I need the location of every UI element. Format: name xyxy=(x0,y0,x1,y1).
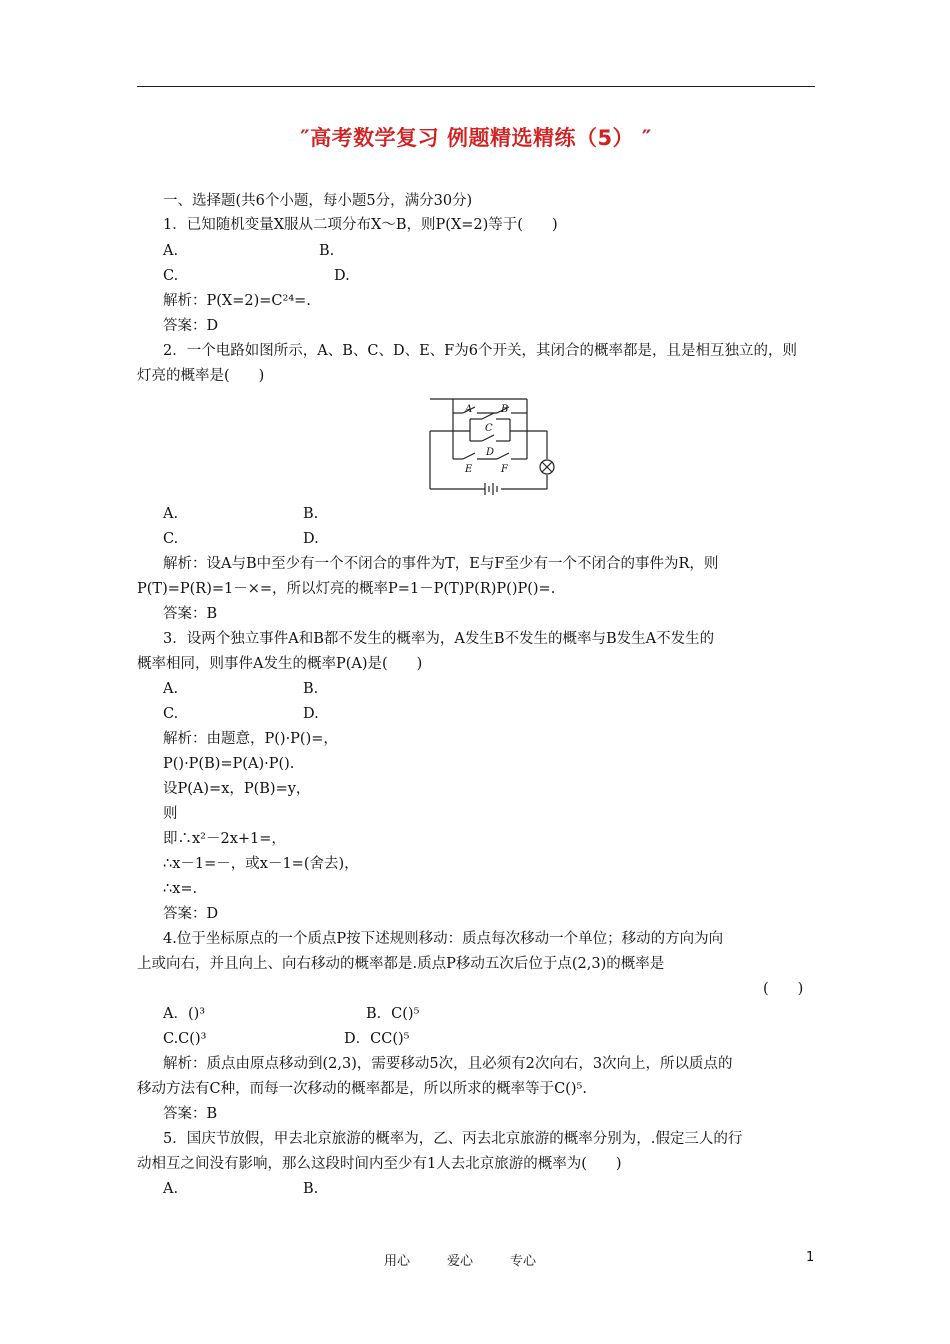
q2-option-d: D. xyxy=(303,531,319,547)
q5-stem-line1: 5．国庆节放假，甲去北京旅游的概率为，乙、丙去北京旅游的概率分别为，.假定三人的行 xyxy=(163,1131,743,1147)
q4-analysis-line1: 解析：质点由原点移动到(2,3)，需要移动5次，且必须有2次向右，3次向上，所以质点的 xyxy=(163,1056,733,1072)
q3-stem-line2: 概率相同，则事件A发生的概率P(A)是( ) xyxy=(137,656,423,672)
q4-option-a: A．()³ xyxy=(163,1006,206,1022)
q3-option-d: D. xyxy=(303,706,319,722)
q1-option-b: B. xyxy=(319,243,335,259)
q2-option-c: C. xyxy=(163,531,179,547)
q2-stem-line2: 灯亮的概率是( ) xyxy=(137,368,265,384)
q4-answer-paren: ( ) xyxy=(763,981,804,997)
q1-stem: 1．已知随机变量X服从二项分布X～B，则P(X=2)等于( ) xyxy=(163,217,558,233)
switch-label-a: A xyxy=(465,404,473,415)
footer-left: 用心 xyxy=(384,1254,411,1269)
q3-option-b: B. xyxy=(303,681,319,697)
page-number: 1 xyxy=(806,1250,815,1265)
q3-analysis-line: P()·P(B)=P(A)·P(). xyxy=(163,756,295,772)
q3-option-a: A. xyxy=(163,681,179,697)
q4-stem-line1: 4.位于坐标原点的一个质点P按下述规则移动：质点每次移动一个单位；移动的方向为向 xyxy=(163,931,724,947)
q2-stem-line1: 2．一个电路如图所示，A、B、C、D、E、F为6个开关，其闭合的概率都是，且是相互独立的，则 xyxy=(163,343,797,359)
q5-stem-line2: 动相互之间没有影响，那么这段时间内至少有1人去北京旅游的概率为( ) xyxy=(137,1156,622,1172)
circuit-diagram xyxy=(425,393,555,495)
q2-analysis-line1: 解析：设A与B中至少有一个不闭合的事件为T，E与F至少有一个不闭合的事件为R，则 xyxy=(163,556,719,572)
switch-label-d: D xyxy=(486,447,495,458)
q1-option-a: A. xyxy=(163,243,179,259)
footer-mid: 爱心 xyxy=(447,1254,474,1269)
q4-option-d: D．CC()⁵ xyxy=(344,1031,410,1047)
q3-stem-line1: 3．设两个独立事件A和B都不发生的概率为，A发生B不发生的概率与B发生A不发生的 xyxy=(163,631,715,647)
q5-option-b: B. xyxy=(303,1181,319,1197)
q3-analysis-line: 设P(A)=x，P(B)=y， xyxy=(163,781,311,797)
q2-answer: 答案：B xyxy=(163,606,218,622)
q3-analysis-line: 解析：由题意，P()·P()=， xyxy=(163,731,338,747)
q2-option-a: A. xyxy=(163,506,179,522)
q3-analysis-line: ∴x－1=－，或x－1=(舍去)， xyxy=(163,856,359,872)
q4-option-c: C.C()³ xyxy=(163,1031,207,1047)
q1-option-c: C. xyxy=(163,268,179,284)
switch-label-b: B xyxy=(501,404,509,415)
q1-option-d: D. xyxy=(334,268,350,284)
q3-analysis-line: ∴x=. xyxy=(163,881,198,897)
q4-option-b: B．C()⁵ xyxy=(366,1006,420,1022)
q4-stem-line2: 上或向右，并且向上、向右移动的概率都是.质点P移动五次后位于点(2,3)的概率是 xyxy=(137,956,665,972)
q3-analysis-line: 即∴x²－2x+1=， xyxy=(163,831,286,847)
switch-label-e: E xyxy=(465,464,473,475)
footer-right: 专心 xyxy=(510,1254,537,1269)
q5-option-a: A. xyxy=(163,1181,179,1197)
q3-answer: 答案：D xyxy=(163,906,219,922)
q1-answer: 答案：D xyxy=(163,318,219,334)
header-rule xyxy=(137,86,815,87)
q3-analysis-line: 则 xyxy=(163,806,178,822)
switch-label-f: F xyxy=(501,464,508,475)
switch-label-c: C xyxy=(485,423,493,434)
section-heading: 一、选择题(共6个小题，每小题5分，满分30分) xyxy=(163,193,473,209)
q3-option-c: C. xyxy=(163,706,179,722)
q2-option-b: B. xyxy=(303,506,319,522)
q1-analysis: 解析：P(X=2)=C²⁴=. xyxy=(163,293,311,309)
q2-analysis-line2: P(T)=P(R)=1－×=，所以灯亮的概率P=1－P(T)P(R)P()P()=. xyxy=(137,581,556,597)
q4-analysis-line2: 移动方法有C种，而每一次移动的概率都是，所以所求的概率等于C()⁵. xyxy=(137,1081,587,1097)
q4-answer: 答案：B xyxy=(163,1106,218,1122)
page-title: ″高考数学复习 例题精选精练（5） ″ xyxy=(300,126,652,150)
